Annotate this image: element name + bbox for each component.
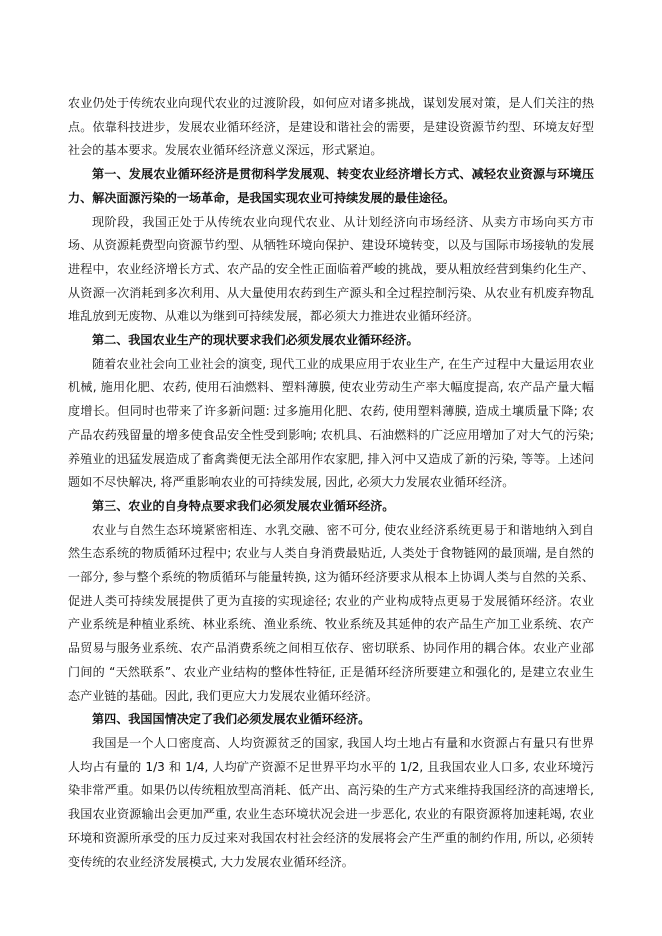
section-body-3: 农业与自然生态环境紧密相连、水乳交融、密不可分, 使农业经济系统更易于和谐地纳入到自然生态系统的物质循环过程中; 农业与人类自身消费最贴近, 人类处于食物链网的最顶端, 是自然的一部分, 参与整个系统的物质循环与能量转换, 这为循环经济要求从根本上协调人类与自然的关系、促进人类可持续发展提供了更为直接的实现途径; 农业的产业构成特点更易于发展循环经济。农业产业系统是种植业系统、林业系统、渔业系统、牧业系统及其延伸的农产品生产加工业系统、农产品贸易与服务业系统、农产品消费系统之间相互依存、密切联系、协同作用的耦合体。农业产业部门间的 “天然联系”、农业产业结构的整体性特征, 正是循环经济所要建立和强化的, 是建立农业生态产业链的基础。因此, 我们更应大力发展农业循环经济。	[68, 522, 594, 703]
intro-paragraph: 农业仍处于传统农业向现代农业的过渡阶段，如何应对诸多挑战，谋划发展对策，是人们关注的热点。依靠科技进步，发展农业循环经济，是建设和谐社会的需要，是建设资源节约型、环境友好型社会的基本要求。发展农业循环经济意义深远，形式紧迫。	[68, 96, 594, 158]
section-heading-4: 第四、我国国情决定了我们必须发展农业循环经济。	[92, 712, 371, 727]
section-body-4: 我国是一个人口密度高、人均资源贫乏的国家, 我国人均土地占有量和水资源占有量只有世界人均占有量的 1/3 和 1/4, 人均矿产资源不足世界平均水平的 1/2, 且我国农业人口多, 农业环境污染非常严重。如果仍以传统粗放型高消耗、低产出、高污染的生产方式来维持我国经济的高速增长, 我国农业资源输出会更加严重, 农业生态环境状况会进一步恶化, 农业的有限资源将加速耗竭, 农业环境和资源所承受的压力反过来对我国农村社会经济的发展将会产生严重的制约作用, 所以, 必须转变传统的农业经济发展模式, 大力发展农业循环经济。	[68, 735, 594, 869]
section-body-1: 现阶段，我国正处于从传统农业向现代农业、从计划经济向市场经济、从卖方市场向买方市场、从资源耗费型向资源节约型、从牺牲环境向保护、建设环境转变，以及与国际市场接轨的发展进程中，农业经济增长方式、农产品的安全性正面临着严峻的挑战，要从粗放经营到集约化生产、从资源一次消耗到多次利用、从大量使用农药到生产源头和全过程控制污染、从农业有机废弃物乱堆乱放到无废物、从难以为继到可持续发展，都必须大力推进农业循环经济。	[68, 214, 594, 324]
document-page	[68, 92, 594, 874]
section-heading-1: 第一、发展农业循环经济是贯彻科学发展观、转变农业经济增长方式、减轻农业资源与环境压力、解决面源污染的一场革命，是我国实现农业可持续发展的最佳途径。	[68, 167, 594, 205]
section-heading-3: 第三、农业的自身特点要求我们必须发展农业循环经济。	[92, 498, 395, 513]
section-heading-2: 第二、我国农业生产的现状要求我们必须发展农业循环经济。	[92, 333, 419, 348]
section-body-2: 随着农业社会向工业社会的演变, 现代工业的成果应用于农业生产, 在生产过程中大量运用农业机械, 施用化肥、农药, 使用石油燃料、塑料薄膜, 使农业劳动生产率大幅度提高, 农产品产量大幅度增长。但同时也带来了许多新问题: 过多施用化肥、农药, 使用塑料薄膜, 造成土壤质量下降; 农产品农药残留量的增多使食品安全性受到影响; 农机具、石油燃料的广泛应用增加了对大气的污染; 养殖业的迅猛发展造成了畜禽粪便无法全部用作农家肥, 排入河中又造成了新的污染, 等等。上述问题如不尽快解决, 将严重影响农业的可持续发展, 因此, 必须大力发展农业循环经济。	[68, 356, 594, 490]
